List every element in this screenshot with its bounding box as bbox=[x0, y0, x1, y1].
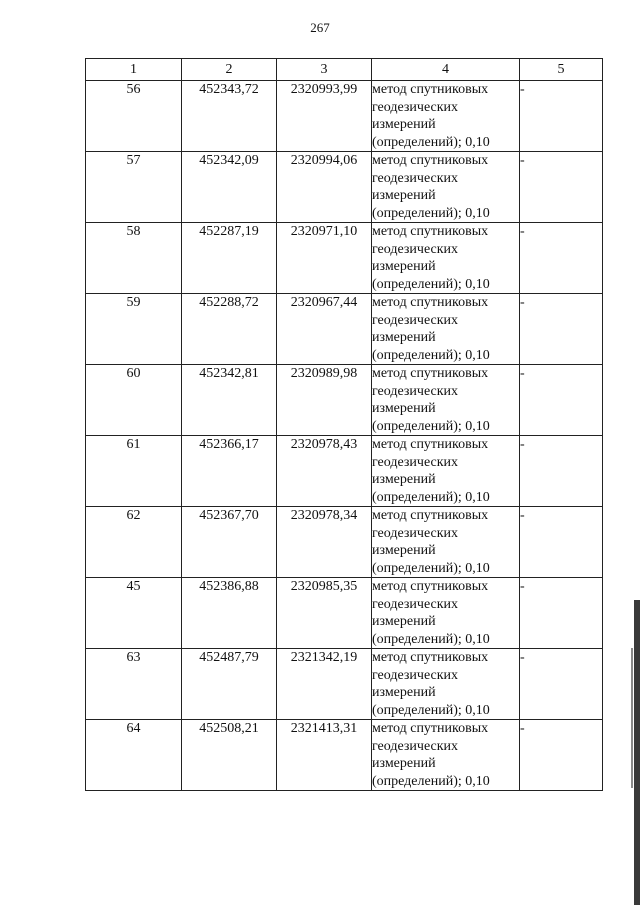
method-line: измерений bbox=[372, 685, 436, 700]
method-line: метод спутниковых bbox=[372, 721, 489, 736]
y-coordinate-cell: 2320971,10 bbox=[277, 223, 372, 294]
y-coordinate-cell: 2320967,44 bbox=[277, 294, 372, 365]
method-line: геодезических bbox=[372, 312, 459, 328]
x-coordinate-cell: 452287,19 bbox=[182, 223, 277, 294]
method-line: (определений); 0,10 bbox=[372, 773, 490, 789]
point-number-cell: 60 bbox=[86, 365, 182, 436]
method-line: измерений bbox=[372, 117, 436, 132]
method-cell bbox=[372, 507, 520, 578]
table-row bbox=[86, 578, 603, 649]
method-line: геодезических bbox=[372, 383, 459, 399]
header-row bbox=[86, 59, 603, 81]
method-line: геодезических bbox=[372, 170, 459, 186]
table-row bbox=[86, 152, 603, 223]
method-line: метод спутниковых bbox=[372, 366, 489, 381]
method-line: геодезических bbox=[372, 596, 459, 612]
method-line: (определений); 0,10 bbox=[372, 631, 490, 647]
note-cell: - bbox=[520, 294, 603, 365]
y-coordinate-cell: 2321413,31 bbox=[277, 720, 372, 791]
point-number-cell: 64 bbox=[86, 720, 182, 791]
y-coordinate-cell: 2320989,98 bbox=[277, 365, 372, 436]
y-coordinate-cell: 2320978,43 bbox=[277, 436, 372, 507]
point-number-cell: 63 bbox=[86, 649, 182, 720]
page-number: 267 bbox=[310, 20, 330, 35]
x-coordinate-cell: 452367,70 bbox=[182, 507, 277, 578]
point-number-cell: 56 bbox=[86, 81, 182, 152]
method-cell bbox=[372, 81, 520, 152]
method-line: метод спутниковых bbox=[372, 579, 489, 594]
method-cell bbox=[372, 365, 520, 436]
y-coordinate-cell: 2320978,34 bbox=[277, 507, 372, 578]
column-header-5: 5 bbox=[520, 59, 603, 81]
method-line: (определений); 0,10 bbox=[372, 205, 490, 221]
method-line: (определений); 0,10 bbox=[372, 560, 490, 576]
point-number-cell: 58 bbox=[86, 223, 182, 294]
table-row bbox=[86, 294, 603, 365]
point-number-cell: 62 bbox=[86, 507, 182, 578]
table-row bbox=[86, 507, 603, 578]
method-cell bbox=[372, 436, 520, 507]
point-number-cell: 57 bbox=[86, 152, 182, 223]
method-line: (определений); 0,10 bbox=[372, 489, 490, 505]
point-number-cell: 59 bbox=[86, 294, 182, 365]
method-line: метод спутниковых bbox=[372, 437, 489, 452]
table-row bbox=[86, 81, 603, 152]
method-line: измерений bbox=[372, 330, 436, 345]
method-line: (определений); 0,10 bbox=[372, 134, 490, 150]
method-line: (определений); 0,10 bbox=[372, 418, 490, 434]
method-line: измерений bbox=[372, 472, 436, 487]
method-line: геодезических bbox=[372, 454, 459, 470]
method-line: геодезических bbox=[372, 738, 459, 754]
method-cell bbox=[372, 294, 520, 365]
coordinates-table bbox=[85, 58, 603, 791]
method-cell bbox=[372, 649, 520, 720]
method-line: метод спутниковых bbox=[372, 650, 489, 665]
method-line: геодезических bbox=[372, 99, 459, 115]
method-line: измерений bbox=[372, 614, 436, 629]
note-cell: - bbox=[520, 720, 603, 791]
method-line: (определений); 0,10 bbox=[372, 347, 490, 363]
table-row bbox=[86, 436, 603, 507]
table-row bbox=[86, 720, 603, 791]
x-coordinate-cell: 452508,21 bbox=[182, 720, 277, 791]
note-cell: - bbox=[520, 436, 603, 507]
method-line: (определений); 0,10 bbox=[372, 702, 490, 718]
table-row bbox=[86, 223, 603, 294]
x-coordinate-cell: 452342,81 bbox=[182, 365, 277, 436]
point-number-cell: 45 bbox=[86, 578, 182, 649]
method-line: метод спутниковых bbox=[372, 82, 489, 97]
method-cell bbox=[372, 720, 520, 791]
table-row bbox=[86, 649, 603, 720]
x-coordinate-cell: 452386,88 bbox=[182, 578, 277, 649]
x-coordinate-cell: 452366,17 bbox=[182, 436, 277, 507]
x-coordinate-cell: 452343,72 bbox=[182, 81, 277, 152]
note-cell: - bbox=[520, 649, 603, 720]
note-cell: - bbox=[520, 365, 603, 436]
method-cell bbox=[372, 223, 520, 294]
method-line: геодезических bbox=[372, 525, 459, 541]
method-line: метод спутниковых bbox=[372, 295, 489, 310]
scan-edge-line bbox=[631, 648, 633, 788]
note-cell: - bbox=[520, 578, 603, 649]
table-row bbox=[86, 365, 603, 436]
method-cell bbox=[372, 578, 520, 649]
column-header-4: 4 bbox=[372, 59, 520, 81]
method-line: измерений bbox=[372, 401, 436, 416]
method-line: (определений); 0,10 bbox=[372, 276, 490, 292]
column-header-3: 3 bbox=[277, 59, 372, 81]
note-cell: - bbox=[520, 507, 603, 578]
method-line: метод спутниковых bbox=[372, 508, 489, 523]
method-line: метод спутниковых bbox=[372, 224, 489, 239]
y-coordinate-cell: 2320985,35 bbox=[277, 578, 372, 649]
y-coordinate-cell: 2321342,19 bbox=[277, 649, 372, 720]
column-header-1: 1 bbox=[86, 59, 182, 81]
note-cell: - bbox=[520, 152, 603, 223]
method-cell bbox=[372, 152, 520, 223]
method-line: измерений bbox=[372, 259, 436, 274]
x-coordinate-cell: 452342,09 bbox=[182, 152, 277, 223]
method-line: измерений bbox=[372, 756, 436, 771]
y-coordinate-cell: 2320994,06 bbox=[277, 152, 372, 223]
y-coordinate-cell: 2320993,99 bbox=[277, 81, 372, 152]
point-number-cell: 61 bbox=[86, 436, 182, 507]
x-coordinate-cell: 452487,79 bbox=[182, 649, 277, 720]
table-header bbox=[86, 59, 603, 81]
note-cell: - bbox=[520, 223, 603, 294]
column-header-2: 2 bbox=[182, 59, 277, 81]
method-line: измерений bbox=[372, 188, 436, 203]
method-line: измерений bbox=[372, 543, 436, 558]
scan-edge-shadow bbox=[634, 600, 640, 905]
note-cell: - bbox=[520, 81, 603, 152]
table-body bbox=[86, 81, 603, 791]
method-line: метод спутниковых bbox=[372, 153, 489, 168]
x-coordinate-cell: 452288,72 bbox=[182, 294, 277, 365]
method-line: геодезических bbox=[372, 241, 459, 257]
method-line: геодезических bbox=[372, 667, 459, 683]
